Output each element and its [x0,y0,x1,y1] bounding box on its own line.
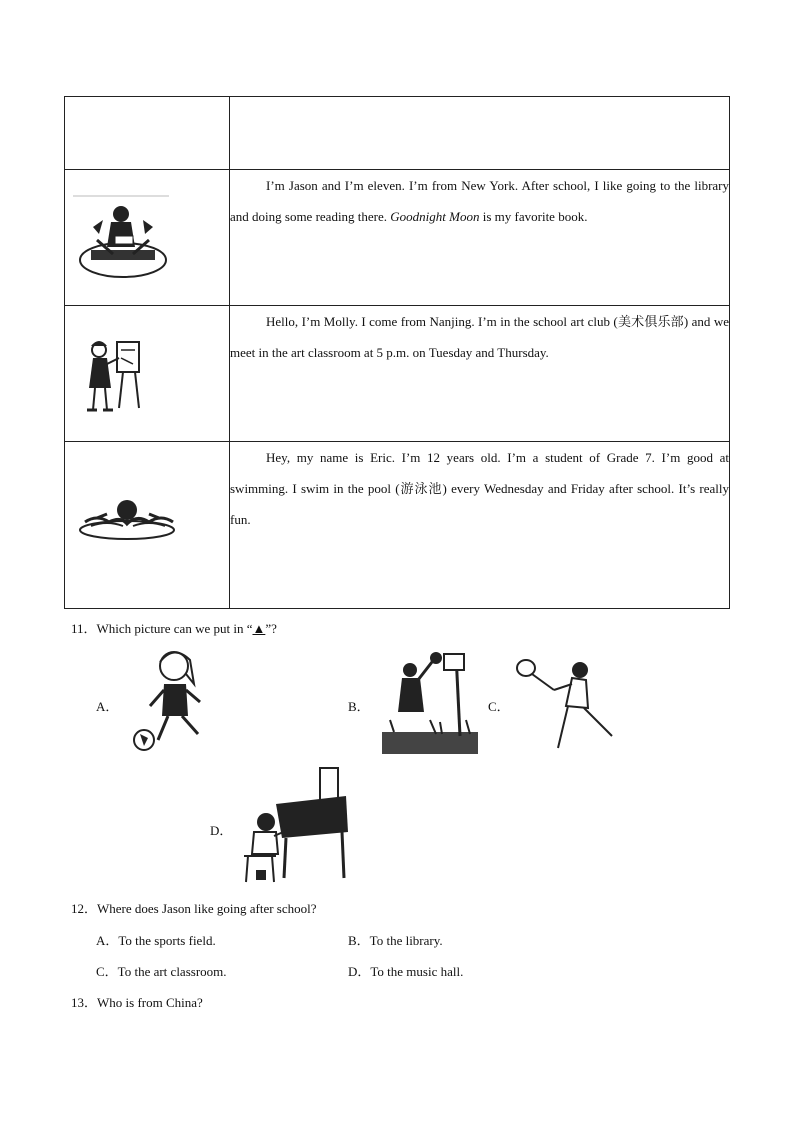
badminton-icon[interactable] [517,660,612,748]
reading-children-icon [73,192,173,282]
option-b-letter: B． [348,699,370,714]
passage-cell-jason [230,170,730,306]
passage-eric: Hey, my name is Eric. I’m 12 years old. I’m a student of Grade 7. I’m good at swimming. I swim in the pool (游泳池) every Wednesday and Friday after school. It’s really fun. [230,450,729,527]
option-a[interactable] [96,930,216,949]
blank-text-cell [230,97,730,170]
question-13 [71,992,203,1011]
swimmer-icon [77,496,177,546]
option-text: To the art classroom. [117,964,227,979]
book-title: Goodnight Moon [390,209,480,224]
option-c[interactable] [96,961,227,980]
passage-molly: Hello, I’m Molly. I come from Nanjing. I’m in the school art club (美术俱乐部) and we meet in the art classroom at 5 p.m. on Tuesday and Thursday. [230,314,729,360]
option-letter: A． [96,933,119,948]
table-row-jason [65,170,730,306]
picture-cell-molly [65,306,230,442]
option-b[interactable] [348,930,443,949]
question-text: Where does Jason like going after school? [97,901,317,916]
option-text: To the library. [369,933,443,948]
basketball-icon[interactable] [382,652,478,754]
option-text: To the sports field. [118,933,216,948]
question-number: 12． [71,901,98,916]
option-d[interactable] [348,961,463,980]
table-row-molly [65,306,730,442]
passage-jason: I’m Jason and I’m eleven. I’m from New York. After school, I like going to the library and doing some reading there. Goodnight Moon is my favorite book. [230,178,729,224]
option-a-letter: A． [96,699,119,714]
option-text: To the music hall. [370,964,464,979]
option-letter: D． [348,964,371,979]
piano-boy-icon[interactable] [244,768,348,882]
blank-picture-cell [65,97,230,170]
option-letter: B． [348,933,370,948]
question-number: 13． [71,995,98,1010]
passage-cell-eric [230,442,730,609]
question-text: Which picture can we put in “ [96,621,253,636]
option-c-letter: C． [488,699,510,714]
question-text-end: ”? [265,621,277,636]
option-letter: C． [96,964,118,979]
soccer-girl-icon[interactable] [128,644,208,756]
passage-cell-molly [230,306,730,442]
table-row-blank [65,97,730,170]
table-row-eric [65,442,730,609]
picture-cell-eric [65,442,230,609]
question-11 [71,618,277,637]
painting-girl-icon [79,336,149,416]
picture-cell-jason [65,170,230,306]
question-12 [71,898,317,917]
question-text: Who is from China? [97,995,203,1010]
question-number: 11． [71,621,97,636]
passage-table [64,96,730,609]
option-d-letter: D． [210,823,233,838]
blank-marker: ▲ [252,621,266,636]
